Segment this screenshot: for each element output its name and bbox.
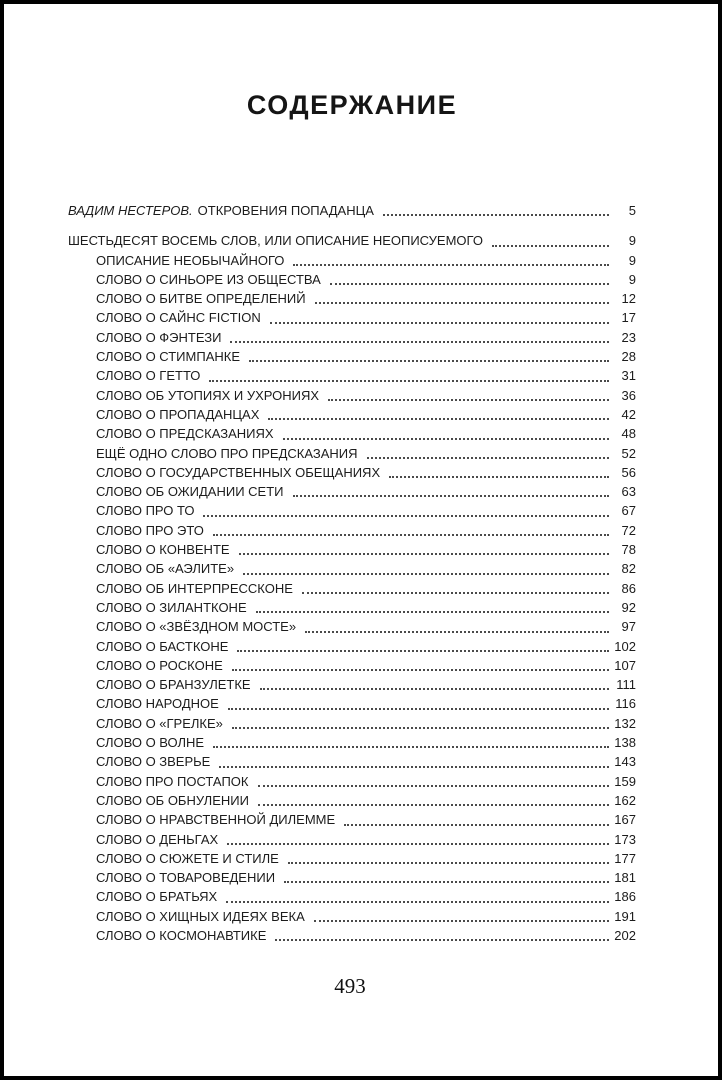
dot-leader [293,264,609,266]
toc-entry-label: СЛОВО О «ЗВЁЗДНОМ МОСТЕ» [96,619,297,635]
toc-entry [68,637,636,656]
toc-entry [68,559,636,578]
dot-leader [260,688,609,690]
toc-entry-page: 78 [621,542,636,558]
table-of-contents [68,201,636,945]
toc-entry-label: СЛОВО О ПРЕДСКАЗАНИЯХ [96,426,274,442]
dot-leader [209,380,609,382]
toc-entry [68,444,636,463]
toc-entry [68,289,636,308]
preface-author: ВАДИМ НЕСТЕРОВ. [68,203,193,218]
dot-leader [227,843,609,845]
toc-entry-label: СЛОВО О БРАНЗУЛЕТКЕ [96,677,251,693]
toc-entry-label: СЛОВО ОБ «АЭЛИТЕ» [96,561,235,577]
dot-leader [288,862,609,864]
toc-entry-page: 42 [621,406,636,422]
toc-entry-label: ШЕСТЬДЕСЯТ ВОСЕМЬ СЛОВ, ИЛИ ОПИСАНИЕ НЕОПИСУЕМОГО [68,233,483,249]
toc-entry-page: 9 [628,271,636,287]
dot-leader [302,592,609,594]
toc-entry-page: 167 [614,812,636,828]
toc-entry [68,308,636,327]
dot-leader [237,650,609,652]
toc-entry-page: 9 [628,233,636,249]
toc-entry-page: 138 [614,735,636,751]
dot-leader [492,245,609,247]
toc-entry-label: СЛОВО О БАСТКОНЕ [96,638,229,654]
toc-entry-label: СЛОВО О ФЭНТЕЗИ [96,329,222,345]
toc-entry [68,772,636,791]
dot-leader [258,804,609,806]
toc-entry-label: СЛОВО ОБ ОЖИДАНИИ СЕТИ [96,484,284,500]
toc-entry-label: СЛОВО ОБ УТОПИЯХ И УХРОНИЯХ [96,387,320,403]
toc-entry [68,656,636,675]
toc-entry [68,386,636,405]
toc-entry-page: 56 [621,464,636,480]
toc-entry [68,791,636,810]
toc-entry-page: 28 [621,349,636,365]
toc-entry [68,849,636,868]
toc-entry [68,907,636,926]
dot-leader [228,708,609,710]
toc-entry-label: ЕЩЁ ОДНО СЛОВО ПРО ПРЕДСКАЗАНИЯ [96,445,358,461]
toc-entry [68,366,636,385]
toc-entry-label: СЛОВО О САЙНС FICTION [96,310,261,326]
toc-entry [68,714,636,733]
toc-entry-page: 52 [621,445,636,461]
dot-leader [367,457,609,459]
toc-entry [68,694,636,713]
dot-leader [258,785,610,787]
dot-leader [219,766,609,768]
toc-entry [68,752,636,771]
dot-leader [305,631,609,633]
page-number: 493 [334,974,366,998]
toc-entry-label: СЛОВО О БРАТЬЯХ [96,889,218,905]
toc-entry-page: 173 [614,831,636,847]
toc-entry-page: 92 [621,599,636,615]
toc-entry-label: СЛОВО О РОСКОНЕ [96,657,223,673]
toc-entry-label: СЛОВО О КОНВЕНТЕ [96,542,230,558]
toc-entry-label: СЛОВО О СЮЖЕТЕ И СТИЛЕ [96,850,279,866]
dot-leader [256,611,609,613]
toc-entry-label: СЛОВО ПРО ТО [96,503,195,519]
toc-entry-page: 5 [628,203,636,218]
toc-entry-page: 181 [614,870,636,886]
toc-entry [68,231,636,250]
preface-title: ОТКРОВЕНИЯ ПОПАДАНЦА [197,203,374,218]
dot-leader [344,824,609,826]
toc-entry-page: 132 [614,715,636,731]
dot-leader [213,534,609,536]
toc-entry [68,926,636,945]
toc-entry [68,270,636,289]
toc-entry [68,540,636,559]
toc-entry [68,887,636,906]
toc-entry [68,482,636,501]
toc-entry [68,501,636,520]
toc-entry-page: 86 [621,580,636,596]
dot-leader [275,939,609,941]
toc-entry-preface [68,201,636,220]
toc-entry-label: СЛОВО О «ГРЕЛКЕ» [96,715,223,731]
toc-entry-page: 72 [621,522,636,538]
toc-entry-label [68,201,374,220]
toc-entry [68,617,636,636]
toc-entry-page: 82 [621,561,636,577]
toc-entry-page: 186 [614,889,636,905]
toc-entry-label: СЛОВО О КОСМОНАВТИКЕ [96,927,267,943]
dot-leader [232,727,609,729]
toc-entry-label: СЛОВО О ВОЛНЕ [96,735,205,751]
toc-entry-page: 159 [614,773,636,789]
toc-entry [68,463,636,482]
toc-entry-page: 107 [614,657,636,673]
dot-leader [239,553,609,555]
toc-entry-label: СЛОВО ПРО ЭТО [96,522,204,538]
toc-entry-label: СЛОВО О ПРОПАДАНЦАХ [96,406,260,422]
dot-leader [249,360,609,362]
dot-leader [389,476,609,478]
toc-entry-page: 9 [628,252,636,268]
dot-leader [243,573,609,575]
toc-entry [68,675,636,694]
toc-entry-page: 177 [614,850,636,866]
toc-entry-page: 143 [614,754,636,770]
toc-entry-label: СЛОВО О СТИМПАНКЕ [96,349,241,365]
dot-leader [383,214,609,216]
dot-leader [330,283,609,285]
toc-entry-label: СЛОВО ОБ ОБНУЛЕНИИ [96,792,249,808]
toc-entry-page: 202 [614,927,636,943]
toc-entry-label: СЛОВО О СИНЬОРЕ ИЗ ОБЩЕСТВА [96,271,321,287]
toc-entry-label: СЛОВО О НРАВСТВЕННОЙ ДИЛЕММЕ [96,812,336,828]
toc-entry-label: СЛОВО О ГЕТТО [96,368,201,384]
toc-entry-label: СЛОВО О ДЕНЬГАХ [96,831,219,847]
toc-entry-label: СЛОВО ПРО ПОСТАПОК [96,773,249,789]
page-title: СОДЕРЖАНИЕ [246,90,458,120]
toc-entry-label: СЛОВО ОБ ИНТЕРПРЕССКОНЕ [96,580,293,596]
toc-entry [68,598,636,617]
toc-entry-label: СЛОВО НАРОДНОЕ [96,696,219,712]
toc-entry-page: 63 [621,484,636,500]
toc-entry-page: 48 [621,426,636,442]
toc-entry-page: 116 [615,696,636,712]
dot-leader [284,881,609,883]
dot-leader [314,920,609,922]
dot-leader [328,399,609,401]
toc-entry-page: 23 [621,329,636,345]
toc-entry [68,830,636,849]
toc-entry-page: 12 [621,291,636,307]
toc-entry-label: СЛОВО О ТОВАРОВЕДЕНИИ [96,870,276,886]
toc-entry [68,347,636,366]
toc-entry-page: 97 [621,619,636,635]
toc-entry [68,733,636,752]
toc-entry [68,424,636,443]
toc-entry-page: 102 [614,638,636,654]
toc-entry-page: 31 [621,368,636,384]
toc-entry-label: СЛОВО О ЗВЕРЬЕ [96,754,211,770]
dot-leader [230,341,609,343]
toc-entry [68,579,636,598]
toc-entry-page: 191 [614,908,636,924]
dot-leader [203,515,609,517]
toc-entry [68,868,636,887]
toc-entry-page: 67 [621,503,636,519]
dot-leader [213,746,609,748]
dot-leader [283,438,609,440]
dot-leader [315,302,609,304]
toc-entry [68,521,636,540]
dot-leader [270,322,609,324]
toc-entry-page: 111 [616,677,636,693]
toc-entry-label: ОПИСАНИЕ НЕОБЫЧАЙНОГО [96,252,285,268]
toc-entry-page: 162 [614,792,636,808]
toc-entry-label: СЛОВО О ГОСУДАРСТВЕННЫХ ОБЕЩАНИЯХ [96,464,381,480]
toc-entry [68,251,636,270]
dot-leader [268,418,609,420]
toc-entry-page: 36 [621,387,636,403]
toc-entry-label: СЛОВО О БИТВЕ ОПРЕДЕЛЕНИЙ [96,291,306,307]
toc-entry-page: 17 [621,310,636,326]
toc-entry [68,405,636,424]
toc-entry [68,810,636,829]
page-content [68,90,636,945]
dot-leader [293,495,610,497]
dot-leader [232,669,609,671]
dot-leader [226,901,609,903]
toc-entries [68,231,636,945]
toc-entry [68,328,636,347]
toc-entry-label: СЛОВО О ХИЩНЫХ ИДЕЯХ ВЕКА [96,908,305,924]
toc-entry-label: СЛОВО О ЗИЛАНТКОНЕ [96,599,247,615]
